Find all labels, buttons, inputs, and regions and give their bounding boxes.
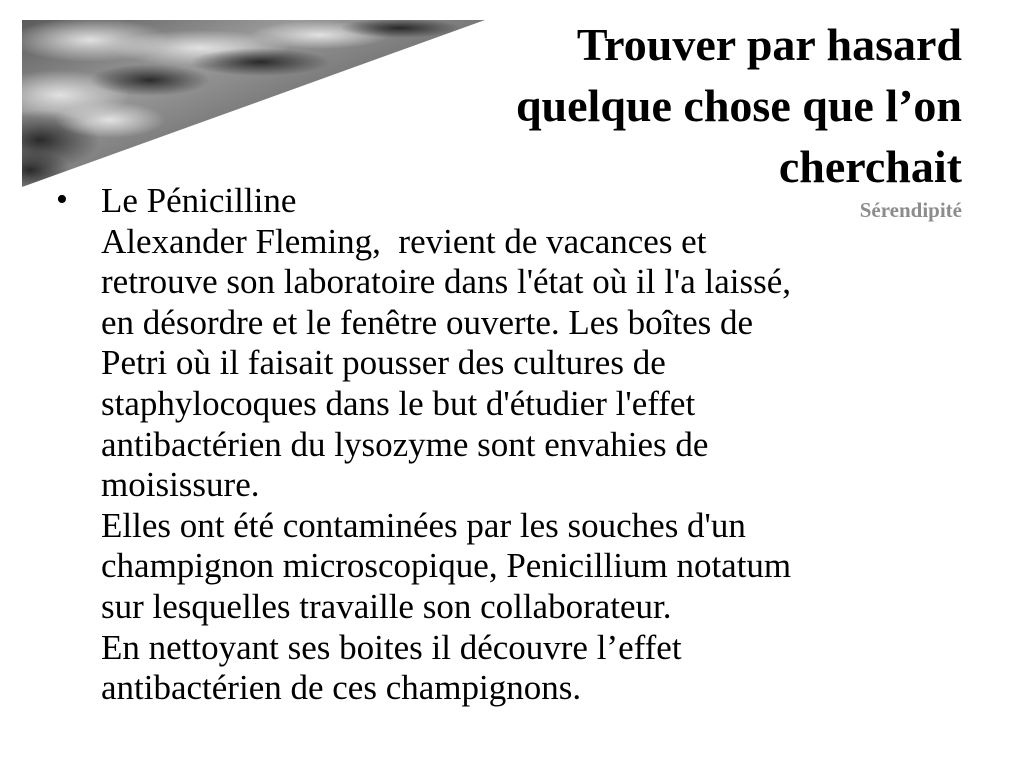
body-line: champignon microscopique, Penicillium notatum	[101, 546, 792, 586]
body-line: Elles ont été contaminées par les souches d'un	[101, 505, 746, 545]
body-line: retrouve son laboratoire dans l'état où il l'a laissé,	[101, 262, 792, 302]
title-line: cherchait	[778, 141, 962, 192]
bullet-body-text	[101, 181, 981, 709]
body-line: En nettoyant ses boites il découvre l’effet	[101, 627, 682, 667]
body-line: Alexander Fleming, revient de vacances et	[101, 221, 707, 261]
cloud-sky-image	[0, 0, 500, 200]
body-line: staphylocoques dans le but d'étudier l'effet	[101, 383, 696, 423]
body-line: antibactérien de ces champignons.	[101, 668, 582, 708]
body-line: Petri où il faisait pousser des cultures de	[101, 343, 666, 383]
title-line: quelque chose que l’on	[515, 80, 962, 131]
title-line: Trouver par hasard	[576, 19, 962, 70]
bullet-point: •	[56, 181, 68, 218]
body-line: antibactérien du lysozyme sont envahies de	[101, 424, 709, 464]
body-line: sur lesquelles travaille son collaborateur.	[101, 586, 672, 626]
slide-subtitle: Sérendipité	[859, 198, 962, 222]
body-line: moisissure.	[101, 465, 260, 505]
body-line: en désordre et le fenêtre ouverte. Les boîtes de	[101, 302, 754, 342]
body-line: Le Pénicilline	[101, 181, 297, 220]
slide-title	[442, 14, 962, 197]
